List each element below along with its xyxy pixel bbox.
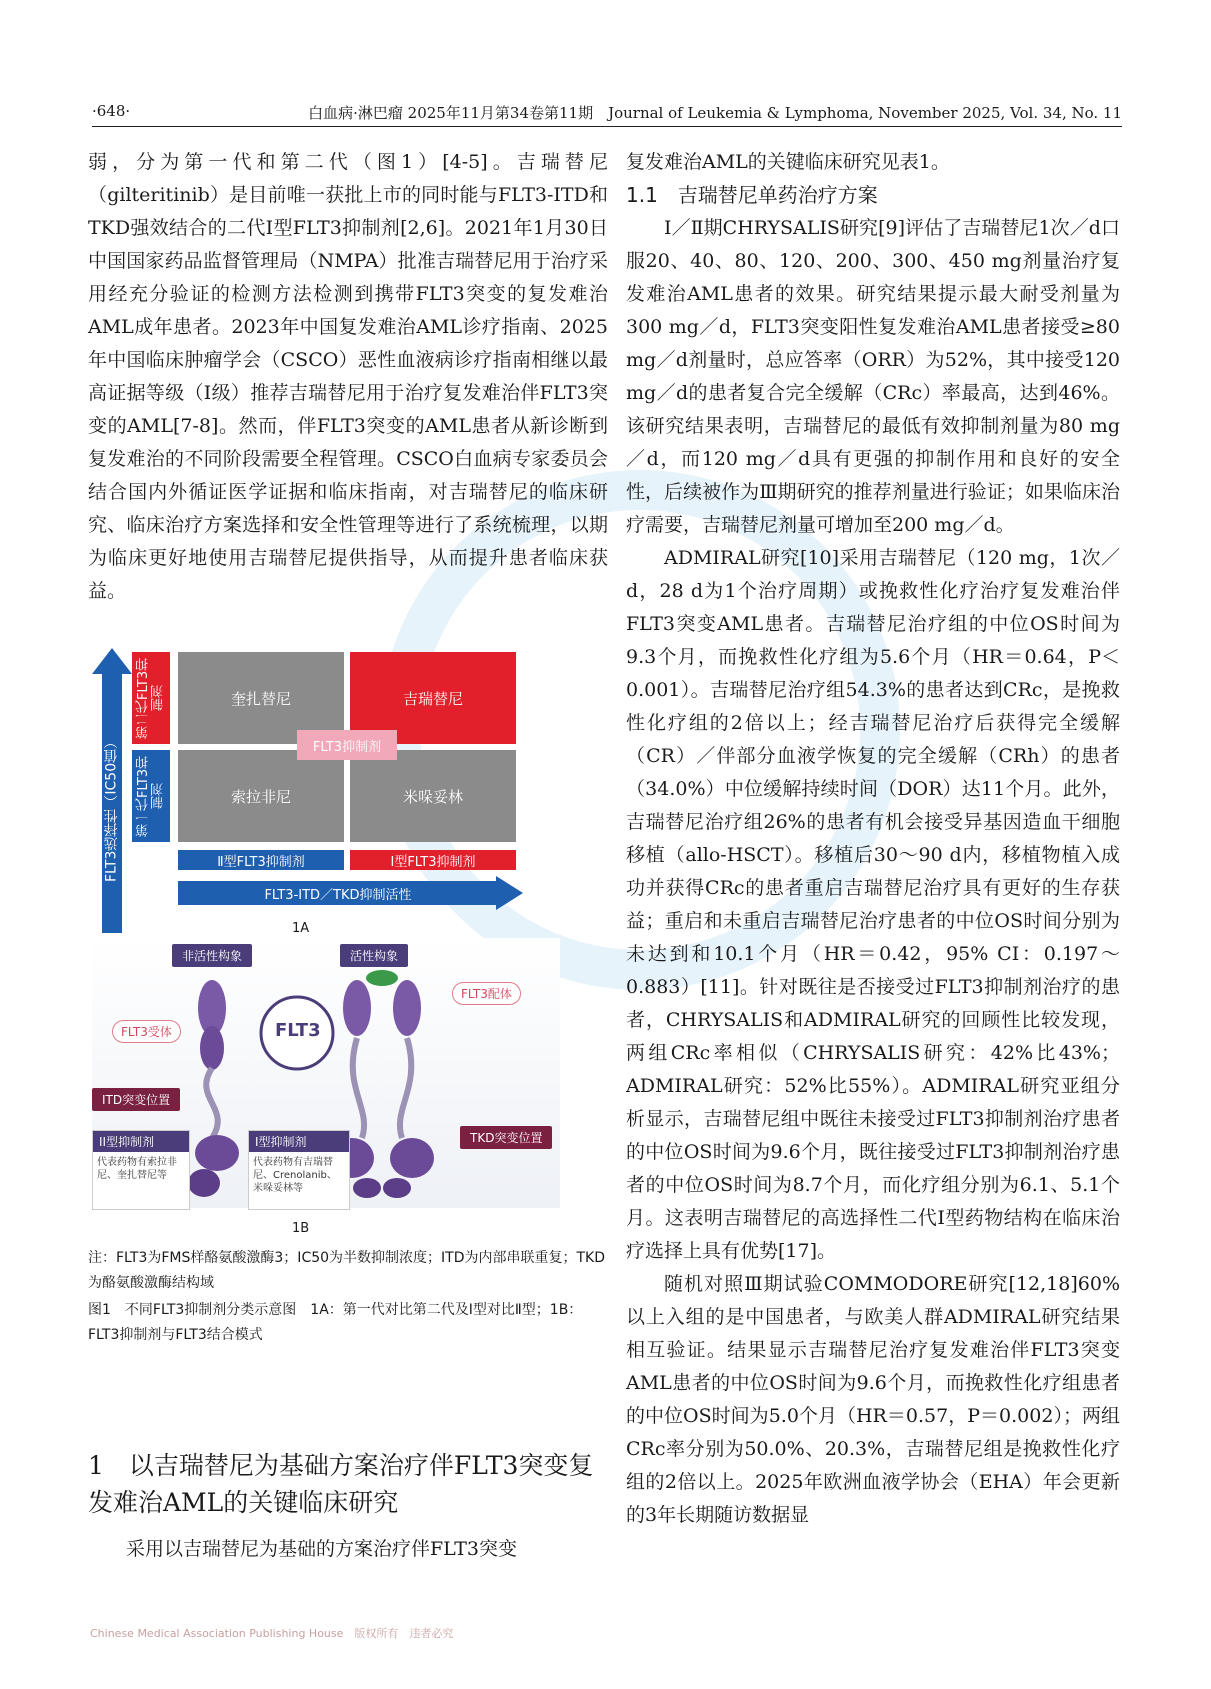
panel-a-label: 1A bbox=[292, 921, 310, 936]
right-column bbox=[626, 146, 1120, 1532]
figure-1 bbox=[88, 648, 612, 1343]
right-paragraph-3: 随机对照Ⅲ期试验COMMODORE研究[12,18]60%以上入组的是中国患者，与欧美人群ADMIRAL研究结果相互验证。结果显示吉瑞替尼治疗复发难治伴FLT3突变AML患者的中位OS时间为9.6个月，而挽救性化疗组患者的中位OS时间为5.0个月（HR＝0.57，P＝0.002）；两组CRc率分别为50.0%、20.3%，吉瑞替尼组是挽救性化疗组的2倍以上。2025年欧洲血液学协会（EHA）年会更新的3年长期随访数据显 bbox=[626, 1273, 1120, 1526]
type1-drugs: 代表药物有吉瑞替尼、Crenolanib、米哚妥林等 bbox=[253, 1157, 337, 1194]
right-paragraph-0: 复发难治AML的关键临床研究见表1。 bbox=[626, 151, 950, 173]
box-gilteritinib: 吉瑞替尼 bbox=[350, 652, 516, 744]
page-number: ·648· bbox=[92, 102, 131, 120]
type1-inhibitor-title: I型抑制剂 bbox=[249, 1131, 349, 1152]
x-axis-label: FLT3-ITD／TKD抑制活性 bbox=[264, 887, 412, 903]
panel-b-label: 1B bbox=[292, 1221, 310, 1236]
y-axis-label: FLT3选择性（IC50值） bbox=[103, 734, 120, 882]
left-paragraph-1: 弱，分为第一代和第二代（图1）[4-5]。吉瑞替尼（gilteritinib）是目前唯一获批上市的同时能与FLT3-ITD和TKD强效结合的二代Ⅰ型FLT3抑制剂[2,6]。2021年1月30日中国国家药品监督管理局（NMPA）批准吉瑞替尼用于治疗采用经充分验证的检测方法检测到携带FLT3突变的复发难治AML成年患者。2023年中国复发难治AML诊疗指南、2025年中国临床肿瘤学会（CSCO）恶性血液病诊疗指南相继以最高证据等级（Ⅰ级）推荐吉瑞替尼用于治疗复发难治伴FLT3突变的AML[7-8]。然而，伴FLT3突变的AML患者从新诊断到复发难治的不同阶段需要全程管理。CSCO白血病专家委员会结合国内外循证医学证据和临床指南，对吉瑞替尼的临床研究、临床治疗方案选择和安全性管理等进行了系统梳理，以期为临床更好地使用吉瑞替尼提供指导，从而提升患者临床获益。 bbox=[88, 151, 608, 602]
center-label: FLT3抑制剂 bbox=[297, 730, 397, 760]
type2-inhibitor-title: II型抑制剂 bbox=[93, 1131, 189, 1152]
panel-b bbox=[92, 938, 560, 1208]
left-column bbox=[88, 146, 608, 608]
type2-drugs: 代表药物有索拉非尼、奎扎替尼等 bbox=[97, 1157, 177, 1181]
inactive-tag: 非活性构象 bbox=[172, 944, 252, 967]
type1-inhibitor-box bbox=[248, 1130, 350, 1210]
figure-caption: 图1 不同FLT3抑制剂分类示意图 1A：第一代对比第二代及Ⅰ型对比Ⅱ型；1B：FLT3抑制剂与FLT3结合模式 bbox=[88, 1302, 583, 1343]
figure-note: 注：FLT3为FMS样酪氨酸激酶3；IC50为半数抑制浓度；ITD为内部串联重复；TKD为酪氨酸激酶结构域 bbox=[88, 1250, 606, 1291]
ligand-pill: FLT3配体 bbox=[452, 982, 521, 1005]
journal-info: 白血病·淋巴瘤 2025年11月第34卷第11期 Journal of Leukemia & Lymphoma, November 2025, Vol. 34, No. 11 bbox=[308, 104, 1122, 122]
tkd-site-tag: TKD突变位置 bbox=[460, 1126, 552, 1149]
type2-label: Ⅱ型FLT3抑制剂 bbox=[178, 850, 344, 870]
receptor-pill: FLT3受体 bbox=[112, 1020, 181, 1043]
section-1-title: 1 以吉瑞替尼为基础方案治疗伴FLT3突变复发难治AML的关键临床研究 bbox=[88, 1451, 594, 1517]
gen2-label: 第二代FLT3抑制剂 bbox=[132, 652, 170, 744]
right-paragraph-2: ADMIRAL研究[10]采用吉瑞替尼（120 mg，1次／d，28 d为1个治疗周期）或挽救性化疗治疗复发难治伴FLT3突变AML患者。吉瑞替尼治疗组的中位OS时间为9.3个月，而挽救性化疗组为5.6个月（HR＝0.64，P＜0.001）。吉瑞替尼治疗组54.3%的患者达到CRc，是挽救性化疗组的2倍以上；经吉瑞替尼治疗后获得完全缓解（CR）／伴部分血液学恢复的完全缓解（CRh）的患者（34.0%）中位缓解持续时间（DOR）达11个月。此外，吉瑞替尼治疗组26%的患者有机会接受异基因造血干细胞移植（allo-HSCT）。移植后30～90 d内，移植物植入成功并获得CRc的患者重启吉瑞替尼治疗具有更好的生存获益；重启和未重启吉瑞替尼治疗患者的中位OS时间分别为未达到和10.1个月（HR＝0.42，95% CI：0.197～0.883）[11]。针对既往是否接受过FLT3抑制剂治疗的患者，CHRYSALIS和ADMIRAL研究的回顾性比较发现，两组CRc率相似（CHRYSALIS研究：42%比43%；ADMIRAL研究：52%比55%）。ADMIRAL研究亚组分析显示，吉瑞替尼组中既往未接受过FLT3抑制剂治疗患者的中位OS时间为9.6个月，既往接受过FLT3抑制剂治疗患者的中位OS时间为8.7个月，而化疗组分别为6.1、5.1个月。这表明吉瑞替尼的高选择性二代Ⅰ型药物结构在临床治疗选择上具有优势[17]。 bbox=[626, 547, 1120, 1262]
itd-site-tag: ITD突变位置 bbox=[92, 1088, 180, 1111]
gen1-label: 第一代FLT3抑制剂 bbox=[132, 750, 170, 842]
subsection-title: 1.1 吉瑞替尼单药治疗方案 bbox=[626, 183, 878, 207]
box-sorafenib: 索拉非尼 bbox=[178, 750, 344, 842]
type1-label: Ⅰ型FLT3抑制剂 bbox=[350, 850, 516, 870]
right-paragraph-1: Ⅰ／Ⅱ期CHRYSALIS研究[9]评估了吉瑞替尼1次／d口服20、40、80、120、200、300、450 mg剂量治疗复发难治AML患者的效果。研究结果提示最大耐受剂量为300 mg／d，FLT3突变阳性复发难治AML患者接受≥80 mg／d剂量时，总应答率（ORR）为52%，其中接受120 mg／d的患者复合完全缓解（CRc）率最高，达到46%。该研究结果表明，吉瑞替尼的最低有效抑制剂量为80 mg／d，而120 mg／d具有更强的抑制作用和良好的安全性，后续被作为Ⅲ期研究的推荐剂量进行验证；如果临床治疗需要，吉瑞替尼剂量可增加至200 mg／d。 bbox=[626, 217, 1120, 536]
flt3-center-label: FLT3 bbox=[275, 1020, 321, 1041]
footer-watermark: Chinese Medical Association Publishing House 版权所有 违者必究 bbox=[90, 1627, 454, 1640]
type2-inhibitor-box bbox=[92, 1130, 190, 1210]
active-tag: 活性构象 bbox=[340, 944, 408, 967]
box-quizartinib: 奎扎替尼 bbox=[178, 652, 344, 744]
running-header bbox=[92, 100, 1122, 127]
box-midostaurin: 米哚妥林 bbox=[350, 750, 516, 842]
section-1-text: 采用以吉瑞替尼为基础的方案治疗伴FLT3突变 bbox=[126, 1538, 518, 1560]
